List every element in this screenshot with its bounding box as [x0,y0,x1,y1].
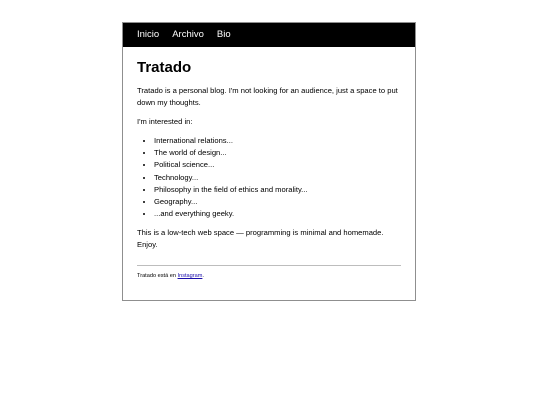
list-item: • The world of design... [154,147,401,159]
page-container [122,22,416,301]
list-item: • International relations... [154,135,401,147]
footer-divider [137,265,401,266]
top-nav [123,23,415,47]
nav-link-inicio[interactable]: Inicio [137,29,160,40]
footer-prefix: Tratado está en [137,273,178,280]
nav-link-archivo[interactable]: Archivo [172,29,204,40]
instagram-link[interactable]: Instagram [177,273,203,280]
intro-paragraph: Tratado is a personal blog. I'm not looking for an audience, just a space to put down my thoughts. [137,86,398,107]
list-item: • Technology... [154,172,401,184]
list-item: • ...and everything geeky. [154,208,401,220]
footer [137,272,401,280]
list-item: • Geography... [154,196,401,208]
main-content [123,59,415,280]
outro-paragraph: This is a low-tech web space — programming is minimal and homemade. Enjoy. [137,228,384,250]
page-title: Tratado [137,59,192,76]
footer-suffix: . [202,273,204,280]
list-item: • Philosophy in the field of ethics and morality... [154,184,401,196]
interests-heading: I'm interested in: [137,117,193,126]
nav-link-bio[interactable]: Bio [216,29,231,40]
list-item: • Political science... [154,159,401,171]
interests-list [137,135,401,220]
